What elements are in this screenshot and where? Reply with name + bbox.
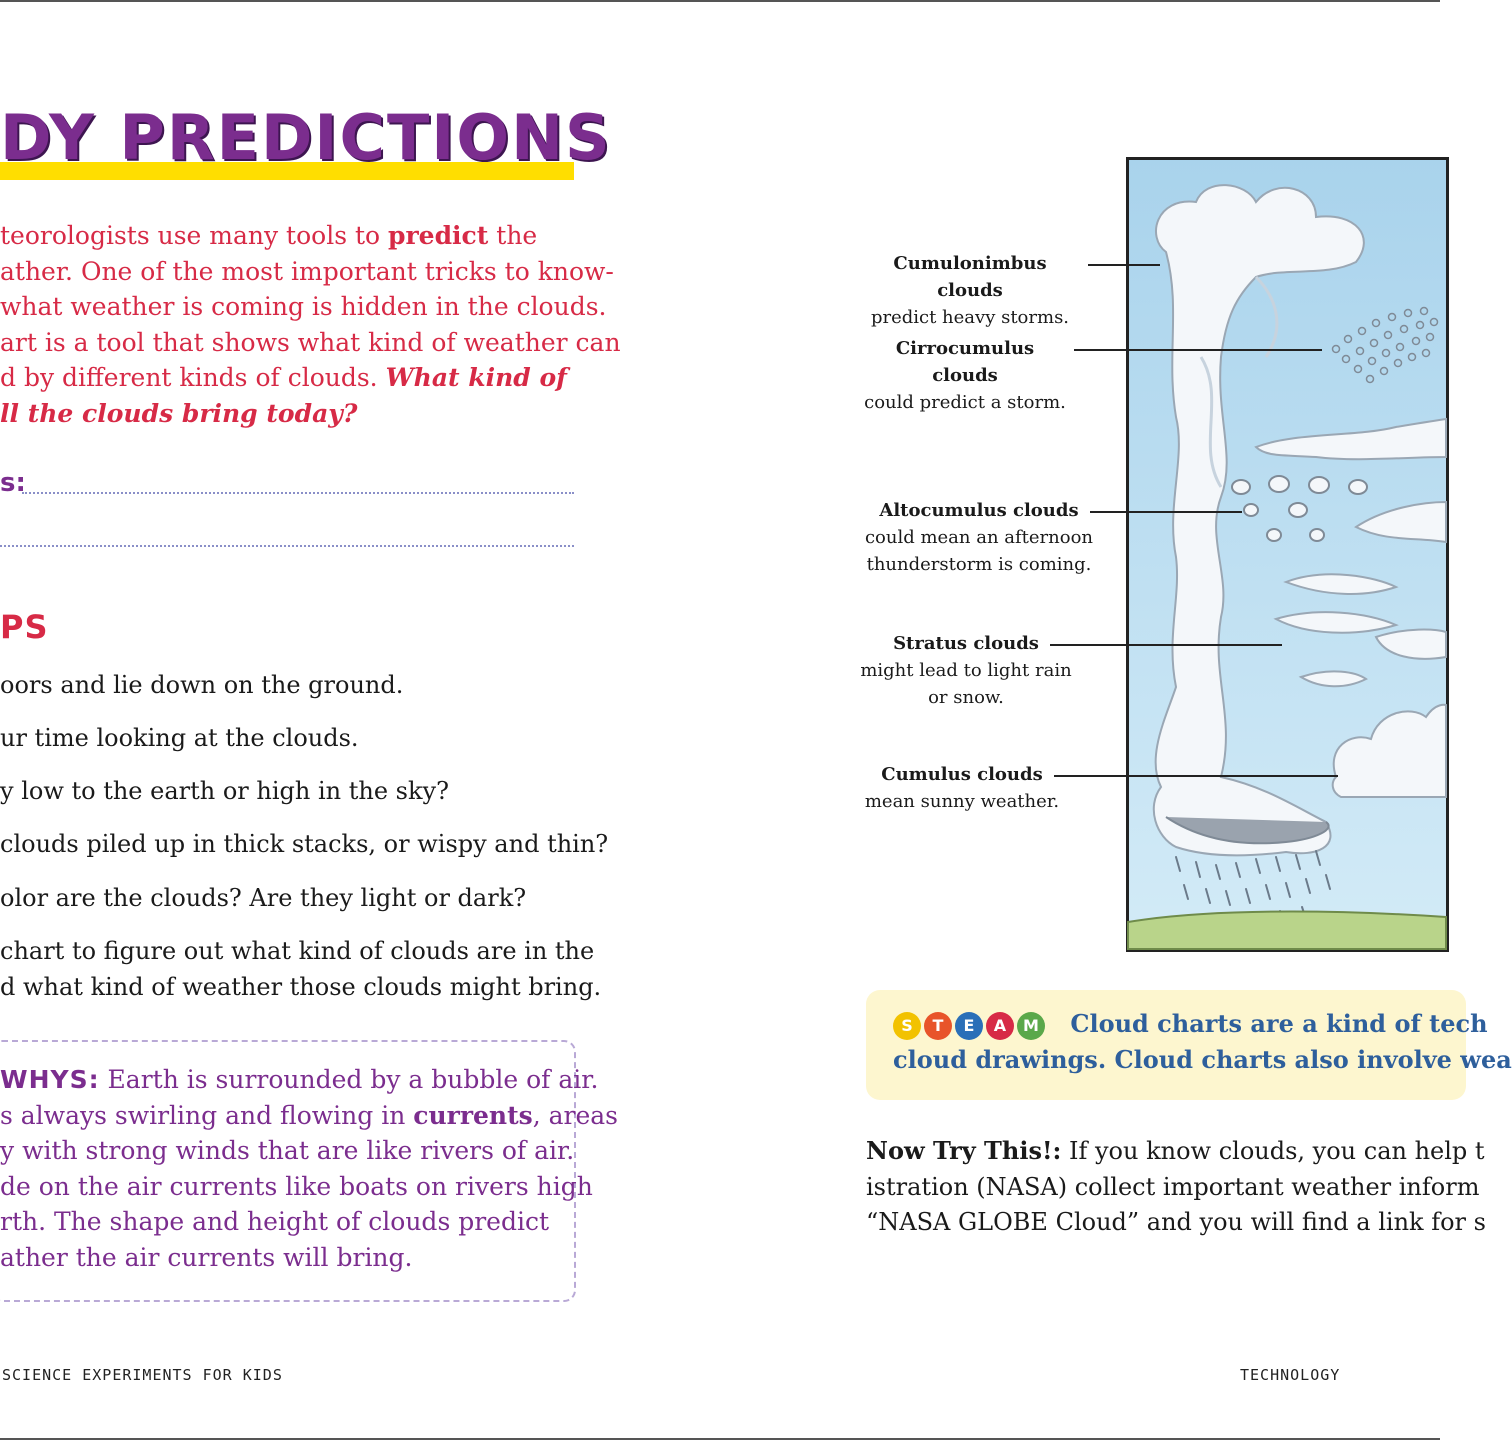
cumulonimbus-leader-line [1088, 264, 1160, 266]
cloud-chart-illustration [1126, 157, 1440, 952]
steam-letter-m: M [1017, 1012, 1045, 1040]
step-item: y low to the earth or high in the sky? [0, 777, 449, 805]
steam-letter-a: A [986, 1012, 1014, 1040]
now-try-this-paragraph: Now Try This!: If you know clouds, you can help t istration (NASA) collect important weather inform “NASA GLOBE Cloud” and you will find a link for s [866, 1136, 1486, 1236]
steam-letter-e: E [955, 1012, 983, 1040]
cirrocumulus-leader-line [1074, 349, 1322, 351]
altocumulus-leader-line [1090, 511, 1242, 513]
step-item: olor are the clouds? Are they light or dark? [0, 884, 527, 912]
page-top-border [0, 0, 1440, 2]
prediction-line-1[interactable] [22, 492, 574, 494]
right-footer: TECHNOLOGY [1240, 1366, 1341, 1384]
steam-text: S T E A M Cloud charts are a kind of tech cloud drawings. Cloud charts also involve wea [893, 1009, 1512, 1074]
cirrocumulus-label: Cirrocumulus clouds could predict a storm. [864, 338, 1066, 413]
page-title: DY PREDICTIONS [0, 101, 612, 174]
stratus-leader-line [1050, 644, 1282, 646]
whys-paragraph: WHYS: Earth is surrounded by a bubble of air. s always swirling and flowing in currents, areas y with strong winds that are like rivers of air. de on the air currents like boats on rivers high rth. The shape and height of clouds predict ather the air currents will bring. [0, 1065, 619, 1272]
step-item: d what kind of weather those clouds might bring. [0, 973, 602, 1001]
left-footer: SCIENCE EXPERIMENTS FOR KIDS [2, 1366, 283, 1384]
steam-letter-s: S [893, 1012, 921, 1040]
cumulus-leader-line [1054, 775, 1338, 777]
altocumulus-label: Altocumulus clouds could mean an afternoon thunderstorm is coming. [864, 500, 1094, 575]
cumulus-label: Cumulus clouds mean sunny weather. [864, 764, 1060, 812]
prediction-line-2[interactable] [0, 545, 574, 547]
step-item: clouds piled up in thick stacks, or wispy and thin? [0, 830, 609, 858]
cumulonimbus-label: Cumulonimbus clouds predict heavy storms. [870, 253, 1070, 328]
step-item: chart to figure out what kind of clouds are in the [0, 937, 595, 965]
step-item: oors and lie down on the ground. [0, 671, 404, 699]
stratus-label: Stratus clouds might lead to light rain or snow. [860, 633, 1072, 708]
steam-letter-t: T [924, 1012, 952, 1040]
steps-heading: PS [0, 608, 49, 646]
prediction-label: s: [0, 468, 26, 498]
intro-paragraph: teorologists use many tools to predict the ather. One of the most important tricks to know- what weather is coming is hidden in the clouds. art is a tool that shows what kind of weather can d by different kinds of clouds. What kind of ll the clouds bring today? [0, 221, 621, 428]
step-item: ur time looking at the clouds. [0, 724, 359, 752]
